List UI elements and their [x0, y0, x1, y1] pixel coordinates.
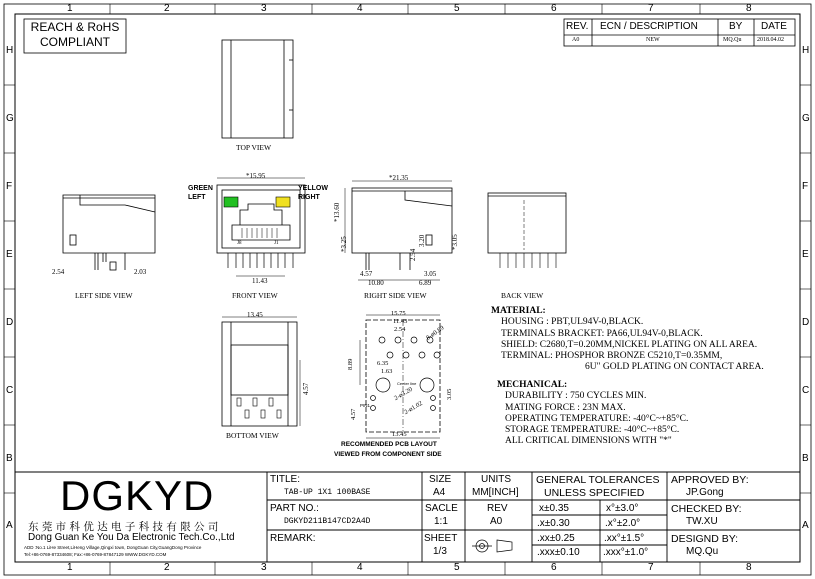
- left-side-view-title: LEFT SIDE VIEW: [75, 291, 133, 300]
- dim-front-j8: J8: [237, 241, 242, 246]
- material-line-bracket: TERMINALS BRACKET: PA66,UL94V-0,BLACK.: [501, 328, 703, 339]
- led-green-label-line2: LEFT: [188, 194, 206, 201]
- zone-row-e: E: [6, 249, 13, 260]
- zone-row-g-right: G: [802, 113, 810, 124]
- mechanical-heading: MECHANICAL:: [497, 380, 568, 390]
- remark-label: REMARK:: [270, 533, 316, 544]
- zone-col-1-bottom: 1: [67, 562, 73, 573]
- zone-col-5-bottom: 5: [454, 562, 460, 573]
- zone-row-g: G: [6, 113, 14, 124]
- dim-pcb-089: 8-ø0.89: [425, 324, 446, 342]
- company-name-chinese: 东 莞 市 科 优 达 电 子 科 技 有 限 公 司: [28, 521, 219, 533]
- dim-pcb-254: 2.54: [394, 326, 406, 333]
- date-header: DATE: [761, 21, 787, 32]
- units-label: UNITS: [481, 474, 511, 485]
- part-number-label: PART NO.:: [270, 503, 319, 514]
- mechanical-line-durability: DURABILITY : 750 CYCLES MIN.: [505, 391, 647, 402]
- pcb-pin1-label: PIN1: [360, 403, 371, 408]
- dim-pcb-889: 8.89: [347, 358, 354, 370]
- mechanical-line-storage: STORAGE TEMPERATURE: -40°C~+85°C.: [505, 425, 680, 436]
- dim-pcb-457: 4.57: [350, 408, 357, 420]
- zone-row-f-right: F: [802, 181, 809, 192]
- dim-pcb-1575: 15.75: [391, 310, 406, 317]
- compliance-note: [24, 20, 126, 50]
- zone-row-a-right: A: [802, 520, 809, 531]
- dim-right-689: 6.89: [419, 279, 432, 287]
- zone-col-4-bottom: 4: [357, 562, 363, 573]
- back-view-title: BACK VIEW: [501, 291, 544, 300]
- title-label: TITLE:: [270, 474, 301, 485]
- material-line-housing: HOUSING : PBT,UL94V-0,BLACK.: [501, 317, 644, 328]
- third-angle-projection-icon: [472, 538, 514, 554]
- approved-label: APPROVED BY:: [671, 474, 749, 486]
- tol-angle-3: .xxx°±1.0°: [603, 547, 649, 558]
- material-notes: [491, 306, 764, 374]
- dim-right-length: *21.35: [389, 174, 409, 182]
- mechanical-line-critical: ALL CRITICAL DIMENSIONS WITH "*": [505, 436, 672, 447]
- company-logo: DGKYD: [60, 472, 215, 519]
- dim-front-pitch: 11.43: [252, 277, 268, 285]
- dim-left-254: 2.54: [52, 268, 65, 276]
- zone-col-7-bottom: 7: [648, 562, 654, 573]
- material-line-plating: 6U" GOLD PLATING ON CONTACT AREA.: [585, 362, 764, 373]
- rev-value: A0: [572, 37, 580, 43]
- by-value: MQ.Qu: [723, 37, 742, 43]
- sheet-value: 1/3: [433, 546, 447, 557]
- mechanical-notes: [497, 380, 688, 448]
- led-green-label-line1: GREEN: [188, 185, 213, 192]
- tol-linear-1: .x±0.30: [537, 518, 570, 529]
- zone-col-4: 4: [357, 3, 363, 14]
- dim-left-203: 2.03: [134, 268, 147, 276]
- zone-row-a: A: [6, 520, 13, 531]
- zone-col-2-bottom: 2: [164, 562, 170, 573]
- scale-label: SACLE: [425, 503, 458, 514]
- tolerances-header-1: GENERAL TOLERANCES: [536, 474, 660, 486]
- dim-right-height-3: 3.20: [418, 234, 426, 247]
- zone-row-b: B: [6, 453, 13, 464]
- material-line-shield: SHIELD: C2680,T=0.20MM,NICKEL PLATING ON ALL AREA.: [501, 339, 758, 350]
- title-value: TAB-UP 1X1 100BASE: [284, 488, 371, 497]
- zone-row-c-right: C: [802, 385, 810, 396]
- front-view-title: FRONT VIEW: [232, 291, 278, 300]
- material-heading: MATERIAL:: [491, 306, 546, 316]
- scale-value: 1:1: [434, 516, 448, 527]
- zone-col-3: 3: [261, 3, 267, 14]
- dim-pcb-320: 2-ø3.20: [393, 385, 414, 403]
- zone-col-5: 5: [454, 3, 460, 14]
- tol-linear-0: x±0.35: [539, 503, 569, 514]
- dim-pcb-163: 1.63: [381, 368, 393, 375]
- zone-row-e-right: E: [802, 249, 809, 260]
- zone-col-6: 6: [551, 3, 557, 14]
- dim-right-height-1: *13.60: [333, 202, 341, 222]
- mechanical-line-operating: OPERATING TEMPERATURE: -40°C~+85°C.: [505, 413, 689, 424]
- material-line-terminal: TERMINAL: PHOSPHOR BRONZE C5210,T=0.35MM,: [501, 351, 723, 362]
- dim-right-457: 4.57: [360, 270, 373, 278]
- zone-row-d: D: [6, 317, 14, 328]
- tol-angle-1: .x°±2.0°: [605, 518, 641, 529]
- rev-value-titleblock: A0: [490, 516, 503, 527]
- bottom-view-title: BOTTOM VIEW: [226, 431, 279, 440]
- pcb-center-line-label: Center line: [397, 381, 417, 386]
- dim-front-j1: J1: [274, 241, 279, 246]
- zone-col-1: 1: [67, 3, 73, 14]
- dim-pcb-635: 6.35: [377, 360, 389, 367]
- dim-right-254: 2.54: [409, 248, 417, 261]
- compliance-line-1: REACH & RoHS: [30, 20, 120, 34]
- company-name-english: Dong Guan Ke You Da Electronic Tech.Co.,Ltd: [28, 532, 235, 543]
- rev-header: REV.: [566, 21, 589, 32]
- checked-value: TW.XU: [686, 516, 718, 527]
- ecn-header: ECN / DESCRIPTION: [600, 21, 698, 32]
- tol-angle-0: x°±3.0°: [606, 503, 639, 514]
- tolerances-header-2: UNLESS SPECIFIED: [544, 487, 645, 499]
- dim-pcb-1143: 11.43: [393, 318, 408, 325]
- zone-row-h-right: H: [802, 45, 810, 56]
- dim-pcb-305: 3.05: [446, 388, 453, 400]
- pcb-layout-title-line2: VIEWED FROM COMPONENT SIDE: [334, 451, 442, 458]
- zone-row-d-right: D: [802, 317, 810, 328]
- dim-right-305: 3.05: [424, 270, 437, 278]
- dim-front-width: *15.95: [246, 172, 266, 180]
- company-address: ADD :No.1 LiHe Street,LiHeng Village,Qingxi town, DongGuan City,GuangDong Province: [24, 545, 202, 550]
- pcb-layout-title-line1: RECOMMENDED PCB LAYOUT: [341, 441, 437, 448]
- right-side-view-title: RIGHT SIDE VIEW: [364, 291, 427, 300]
- sheet-label: SHEET: [424, 533, 458, 544]
- top-view-title: TOP VIEW: [236, 143, 272, 152]
- dim-bottom-width: 13.45: [247, 311, 263, 319]
- mechanical-line-mating: MATING FORCE : 23N MAX.: [505, 402, 626, 413]
- by-header: BY: [729, 21, 743, 32]
- dim-right-height-4: *3.05: [451, 234, 459, 250]
- date-value: 2018.04.02: [757, 37, 784, 43]
- tol-linear-3: .xxx±0.10: [537, 547, 580, 558]
- designed-label: DESIGND BY:: [671, 533, 739, 545]
- zone-col-3-bottom: 3: [261, 562, 267, 573]
- tol-linear-2: .xx±0.25: [537, 533, 575, 544]
- zone-col-2: 2: [164, 3, 170, 14]
- zone-row-c: C: [6, 385, 14, 396]
- designed-value: MQ.Qu: [686, 546, 719, 557]
- compliance-line-2: COMPLIANT: [39, 35, 110, 49]
- dim-right-height-2: *3.25: [340, 236, 348, 252]
- dim-right-1080: 10.80: [368, 279, 384, 287]
- dim-pcb-102: 2-ø1.02: [403, 399, 424, 417]
- approved-value: JP.Gong: [686, 487, 724, 498]
- company-contact: Tel:+86-0769-87334608; Fax:+86-0769-87847129 WWW.DGKYD.COM: [24, 552, 167, 557]
- checked-label: CHECKED BY:: [671, 503, 742, 515]
- dim-bottom-height: 4.57: [302, 382, 310, 395]
- size-value: A4: [433, 487, 446, 498]
- units-value: MM[INCH]: [472, 487, 519, 498]
- zone-col-6-bottom: 6: [551, 562, 557, 573]
- zone-row-b-right: B: [802, 453, 809, 464]
- led-yellow-label-line1: YELLOW: [298, 185, 328, 192]
- dim-pcb-1345: 13.45: [392, 431, 407, 438]
- zone-col-8-bottom: 8: [746, 562, 752, 573]
- size-label: SIZE: [429, 474, 452, 485]
- led-yellow-label-line2: RIGHT: [298, 194, 320, 201]
- part-number-value: DGKYD211B147CD2A4D: [284, 517, 371, 526]
- rev-label: REV: [487, 503, 508, 514]
- zone-row-h: H: [6, 45, 14, 56]
- zone-col-8: 8: [746, 3, 752, 14]
- zone-row-f: F: [6, 181, 13, 192]
- tol-angle-2: .xx°±1.5°: [604, 533, 645, 544]
- ecn-value: NEW: [646, 37, 660, 43]
- zone-col-7: 7: [648, 3, 654, 14]
